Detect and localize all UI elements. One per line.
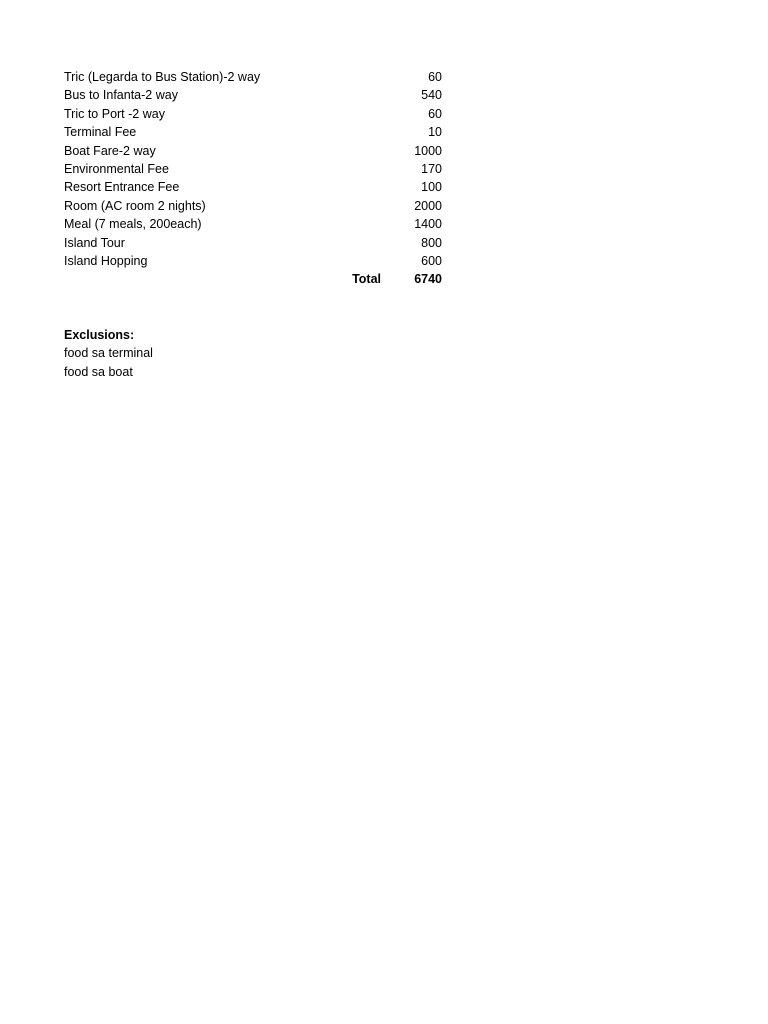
expense-label: Room (AC room 2 nights) (64, 198, 206, 213)
expense-row (64, 160, 464, 178)
expense-row (64, 142, 464, 160)
expense-label: Island Hopping (64, 253, 148, 268)
expense-amount: 800 (421, 235, 442, 250)
expense-row (64, 68, 464, 86)
expense-label: Tric (Legarda to Bus Station)-2 way (64, 70, 261, 84)
expense-label: Tric to Port -2 way (64, 106, 165, 121)
expense-amount: 60 (428, 70, 442, 84)
expense-amount: 600 (421, 253, 442, 268)
expense-row (64, 105, 464, 123)
expense-table (64, 68, 464, 289)
exclusion-item: food sa boat (64, 364, 133, 379)
expense-amount: 540 (421, 88, 442, 103)
expense-row (64, 123, 464, 141)
expense-amount: 10 (428, 125, 442, 140)
expense-row (64, 178, 464, 196)
expense-row (64, 252, 464, 270)
expense-label: Bus to Infanta-2 way (64, 88, 178, 103)
expense-row (64, 86, 464, 104)
expense-row (64, 197, 464, 215)
expense-label: Boat Fare-2 way (64, 143, 156, 158)
expense-amount: 2000 (414, 198, 442, 213)
expense-amount: 1400 (414, 217, 442, 232)
expense-label: Resort Entrance Fee (64, 180, 180, 195)
expense-amount: 170 (421, 161, 442, 176)
expense-row (64, 234, 464, 252)
total-label: Total (352, 272, 381, 287)
expense-row (64, 215, 464, 233)
exclusion-item: food sa terminal (64, 346, 153, 361)
exclusions-heading: Exclusions: (64, 328, 135, 342)
expense-amount: 100 (421, 180, 442, 195)
expense-label: Meal (7 meals, 200each) (64, 217, 202, 232)
expense-label: Terminal Fee (64, 125, 137, 140)
exclusions-section (64, 326, 364, 381)
expense-label: Environmental Fee (64, 161, 169, 176)
expense-amount: 1000 (414, 143, 442, 158)
expense-amount: 60 (428, 106, 442, 121)
expense-label: Island Tour (64, 235, 125, 250)
total-row (64, 270, 464, 288)
total-amount: 6740 (414, 272, 442, 287)
